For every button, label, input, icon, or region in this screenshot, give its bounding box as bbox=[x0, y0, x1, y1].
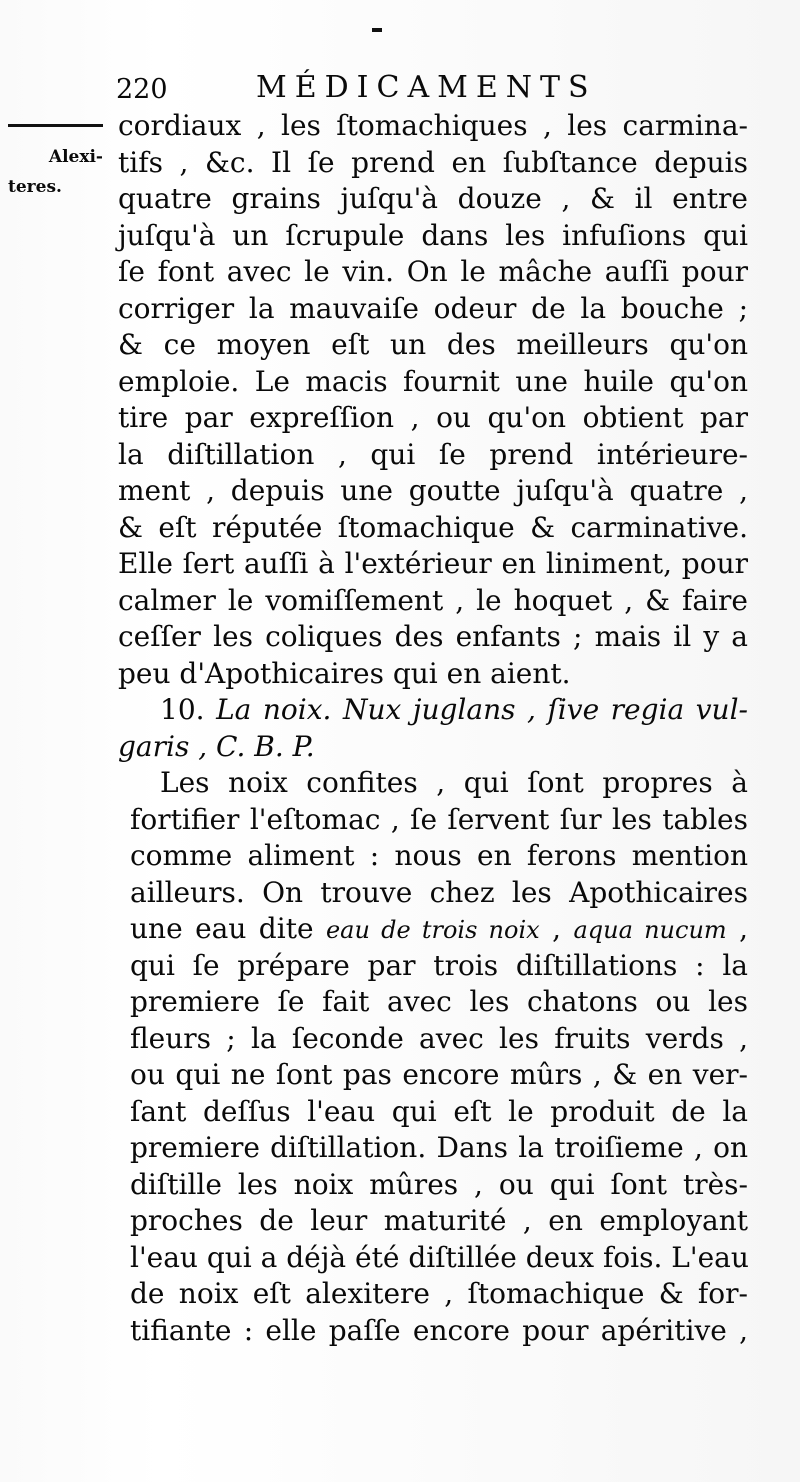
page-number: 220 bbox=[116, 74, 168, 105]
text-line: ment , depuis une goutte juſqu'à quatre , bbox=[118, 474, 748, 507]
latin-term: aqua nucum bbox=[573, 916, 727, 944]
text-line: peu d'Apothicaires qui en aient. bbox=[118, 656, 571, 690]
text-line: Les noix confites , qui ſont propres à bbox=[160, 766, 748, 799]
text-line: fortifier l'eſtomac , ſe ſervent ſur les tables bbox=[130, 802, 748, 836]
text-line: qui ſe prépare par trois diſtillations : la bbox=[130, 948, 748, 982]
text-line: ou qui ne ſont pas encore mûrs , & en ver- bbox=[130, 1058, 748, 1091]
text-line: fleurs ; la ſeconde avec les fruits verds , bbox=[130, 1021, 748, 1055]
text-line: comme aliment : nous en ferons mention bbox=[130, 839, 748, 872]
text-line: & ce moyen eſt un des meilleurs qu'on bbox=[118, 328, 748, 361]
text-line: ſe font avec le vin. On le mâche auſſi pour bbox=[118, 255, 748, 288]
text-line: premiere diſtillation. Dans la troiſieme , on bbox=[130, 1131, 748, 1164]
text-line: proches de leur maturité , en employant bbox=[130, 1204, 748, 1237]
text-line: cordiaux , les ſtomachiques , les carmina- bbox=[118, 109, 748, 142]
margin-note bbox=[8, 142, 103, 202]
text-line: quatre grains juſqu'à douze , & il entre bbox=[118, 182, 748, 215]
body-text bbox=[118, 108, 748, 1349]
entry-number: 10. bbox=[160, 693, 205, 726]
text-line: ailleurs. On trouve chez les Apothicaires bbox=[130, 875, 748, 909]
text-line: emploie. Le macis fournit une huile qu'on bbox=[118, 364, 748, 398]
text-line: ſant deſſus l'eau qui eſt le produit de la bbox=[130, 1094, 748, 1128]
entry-title: La noix. Nux juglans , ſive regia vul- bbox=[216, 693, 748, 726]
text-line: de noix eſt alexitere , ſtomachique & for- bbox=[130, 1277, 748, 1310]
margin-note-line-1: Alexi- bbox=[48, 147, 103, 167]
entry-heading bbox=[118, 692, 748, 729]
entry-title-continued: garis , C. B. P. bbox=[118, 729, 315, 763]
text-line: tifs , &c. Il ſe prend en ſubſtance depuis bbox=[118, 145, 748, 179]
text-line: tire par expreſſion , ou qu'on obtient par bbox=[118, 401, 748, 434]
italic-term: eau de trois noix bbox=[325, 916, 540, 944]
margin-note-line-2: teres. bbox=[8, 177, 62, 197]
text-line: juſqu'à un ſcrupule dans les infuſions qui bbox=[118, 218, 748, 252]
text-line: tifiante : elle paſſe encore pour apéritive , bbox=[130, 1313, 748, 1347]
scan-mark bbox=[372, 28, 382, 32]
text-line: calmer le vomiſſement , le hoquet , & faire bbox=[118, 583, 748, 617]
margin-rule bbox=[8, 124, 103, 127]
text-line: ceſſer les coliques des enfants ; mais il y a bbox=[118, 620, 748, 653]
text-line bbox=[118, 911, 748, 948]
running-head: MÉDICAMENTS bbox=[256, 70, 597, 105]
text-line: Elle ſert auſſi à l'extérieur en liniment, pour bbox=[118, 547, 748, 580]
text-line: l'eau qui a déjà été diſtillée deux fois. L'eau bbox=[130, 1240, 749, 1274]
page-header bbox=[110, 70, 630, 110]
text-line: & eſt réputée ſtomachique & carminative. bbox=[118, 510, 748, 544]
text-fragment: , bbox=[739, 912, 749, 945]
text-fragment: , bbox=[552, 912, 562, 945]
text-line: premiere ſe fait avec les chatons ou les bbox=[130, 985, 748, 1018]
text-line: corriger la mauvaiſe odeur de la bouche ; bbox=[118, 291, 748, 325]
text-line: diſtille les noix mûres , ou qui ſont très- bbox=[130, 1167, 748, 1201]
text-fragment: une eau dite bbox=[130, 912, 314, 945]
text-line: la diſtillation , qui ſe prend intérieure- bbox=[118, 437, 748, 471]
